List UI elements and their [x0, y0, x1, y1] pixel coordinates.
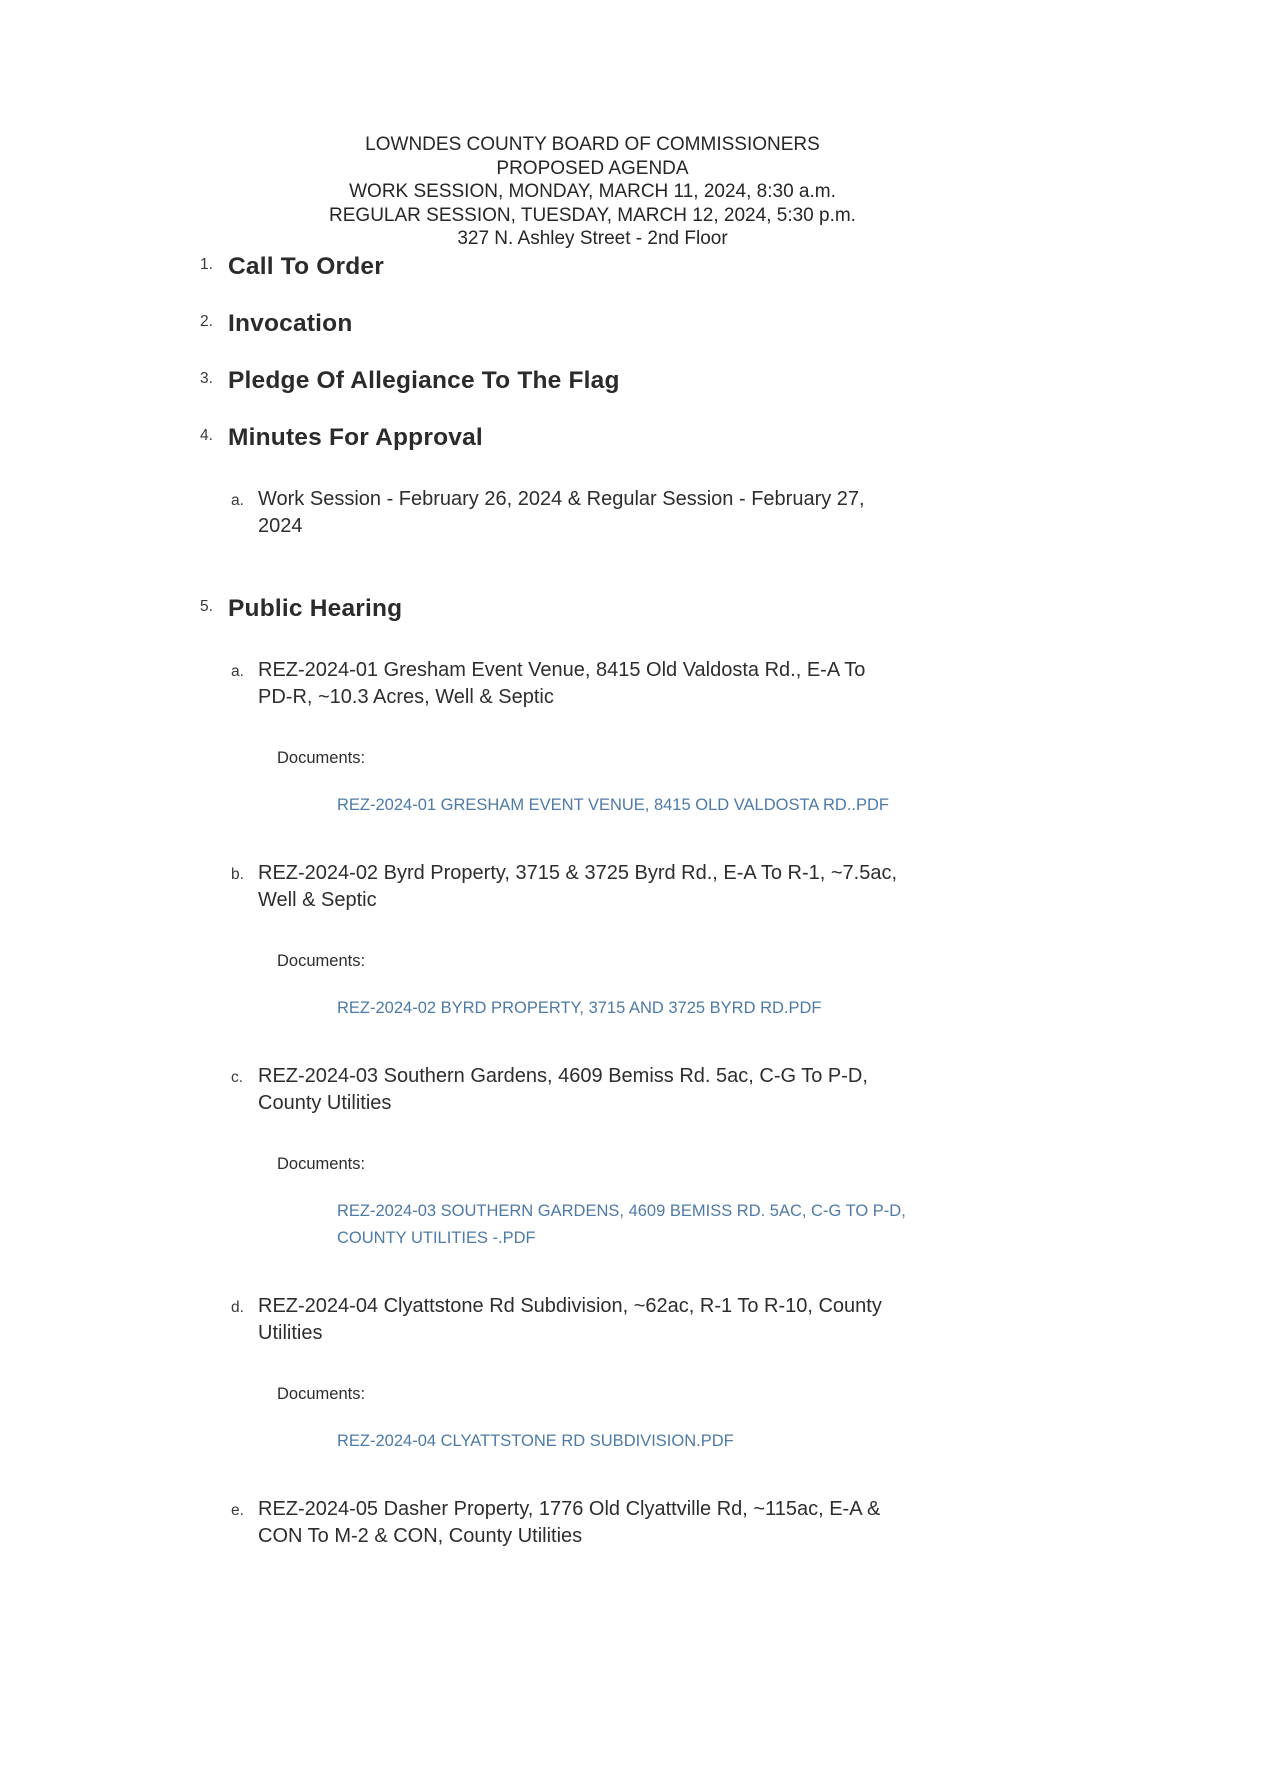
- item-letter: e.: [231, 1501, 244, 1519]
- item-text-line: PD-R, ~10.3 Acres, Well & Septic: [258, 685, 554, 708]
- item-letter: d.: [231, 1298, 244, 1316]
- section-invocation: [200, 309, 1275, 339]
- documents-label: Documents:: [277, 951, 366, 970]
- item-text-line: Utilities: [258, 1321, 323, 1344]
- agenda-document-page: [0, 133, 1275, 1783]
- agenda-item-rez-2024-05: [231, 1496, 1275, 1550]
- item-text-line: Well & Septic: [258, 888, 377, 911]
- document-header: [200, 133, 985, 251]
- agenda-item-minutes: [231, 486, 1275, 540]
- documents-label: Documents:: [277, 748, 366, 767]
- agenda-item-rez-2024-04: [231, 1293, 1275, 1347]
- item-text-line: REZ-2024-01 Gresham Event Venue, 8415 Old Valdosta Rd., E-A To: [258, 658, 866, 681]
- section-number: 1.: [200, 255, 213, 273]
- document-link-line: REZ-2024-02 BYRD PROPERTY, 3715 AND 3725 BYRD RD.PDF: [337, 998, 822, 1017]
- item-text-line: Work Session - February 26, 2024 & Regular Session - February 27,: [258, 487, 865, 510]
- section-number: 4.: [200, 426, 213, 444]
- section-title: Public Hearing: [228, 594, 403, 622]
- section-title: Pledge Of Allegiance To The Flag: [228, 366, 620, 394]
- item-text-line: REZ-2024-04 Clyattstone Rd Subdivision, ~62ac, R-1 To R-10, County: [258, 1294, 882, 1317]
- item-text-line: County Utilities: [258, 1091, 392, 1114]
- section-number: 2.: [200, 312, 213, 330]
- header-agenda-line: PROPOSED AGENDA: [496, 157, 689, 179]
- section-number: 5.: [200, 597, 213, 615]
- header-address-line: 327 N. Ashley Street - 2nd Floor: [457, 228, 728, 249]
- document-link-line: COUNTY UTILITIES -.PDF: [337, 1228, 536, 1247]
- agenda-item-rez-2024-03: [231, 1063, 1275, 1117]
- item-text: [258, 657, 998, 711]
- document-link-rez-2024-01-pdf[interactable]: [337, 792, 1002, 819]
- document-link-line: REZ-2024-01 GRESHAM EVENT VENUE, 8415 OLD VALDOSTA RD..PDF: [337, 795, 890, 814]
- agenda-item-rez-2024-01: [231, 657, 1275, 711]
- document-link-line: REZ-2024-04 CLYATTSTONE RD SUBDIVISION.PDF: [337, 1431, 734, 1450]
- item-text: [258, 1063, 998, 1117]
- section-pledge: [200, 366, 1275, 396]
- header-regular-session-line: REGULAR SESSION, TUESDAY, MARCH 12, 2024, 5:30 p.m.: [329, 204, 856, 226]
- item-text-line: REZ-2024-05 Dasher Property, 1776 Old Clyattville Rd, ~115ac, E-A &: [258, 1497, 881, 1520]
- document-link-rez-2024-03-pdf[interactable]: [337, 1198, 1002, 1252]
- section-number: 3.: [200, 369, 213, 387]
- item-text: [258, 1293, 998, 1347]
- item-text-line: REZ-2024-02 Byrd Property, 3715 & 3725 Byrd Rd., E-A To R-1, ~7.5ac,: [258, 861, 898, 884]
- section-title: Call To Order: [228, 252, 384, 280]
- document-link-rez-2024-02-pdf[interactable]: [337, 995, 1002, 1022]
- header-work-session-line: WORK SESSION, MONDAY, MARCH 11, 2024, 8:30 a.m.: [349, 181, 836, 202]
- agenda-item-rez-2024-02: [231, 860, 1275, 914]
- item-letter: b.: [231, 865, 244, 883]
- item-text-line: 2024: [258, 514, 303, 537]
- document-link-line: REZ-2024-03 SOUTHERN GARDENS, 4609 BEMISS RD. 5AC, C-G TO P-D,: [337, 1201, 906, 1220]
- item-text-line: REZ-2024-03 Southern Gardens, 4609 Bemiss Rd. 5ac, C-G To P-D,: [258, 1064, 868, 1087]
- documents-label: Documents:: [277, 1154, 366, 1173]
- documents-label: Documents:: [277, 1384, 366, 1403]
- section-call-to-order: [200, 252, 1275, 282]
- item-text: [258, 486, 998, 540]
- section-public-hearing: [200, 594, 1275, 624]
- section-minutes-for-approval: [200, 423, 1275, 453]
- header-org-line: LOWNDES COUNTY BOARD OF COMMISSIONERS: [365, 134, 820, 155]
- item-text-line: CON To M-2 & CON, County Utilities: [258, 1524, 583, 1547]
- item-text: [258, 860, 998, 914]
- item-letter: a.: [231, 662, 244, 680]
- document-link-rez-2024-04-pdf[interactable]: [337, 1428, 1002, 1455]
- item-text: [258, 1496, 998, 1550]
- item-letter: c.: [231, 1068, 244, 1086]
- section-title: Minutes For Approval: [228, 423, 483, 451]
- item-letter: a.: [231, 491, 244, 509]
- section-title: Invocation: [228, 309, 353, 337]
